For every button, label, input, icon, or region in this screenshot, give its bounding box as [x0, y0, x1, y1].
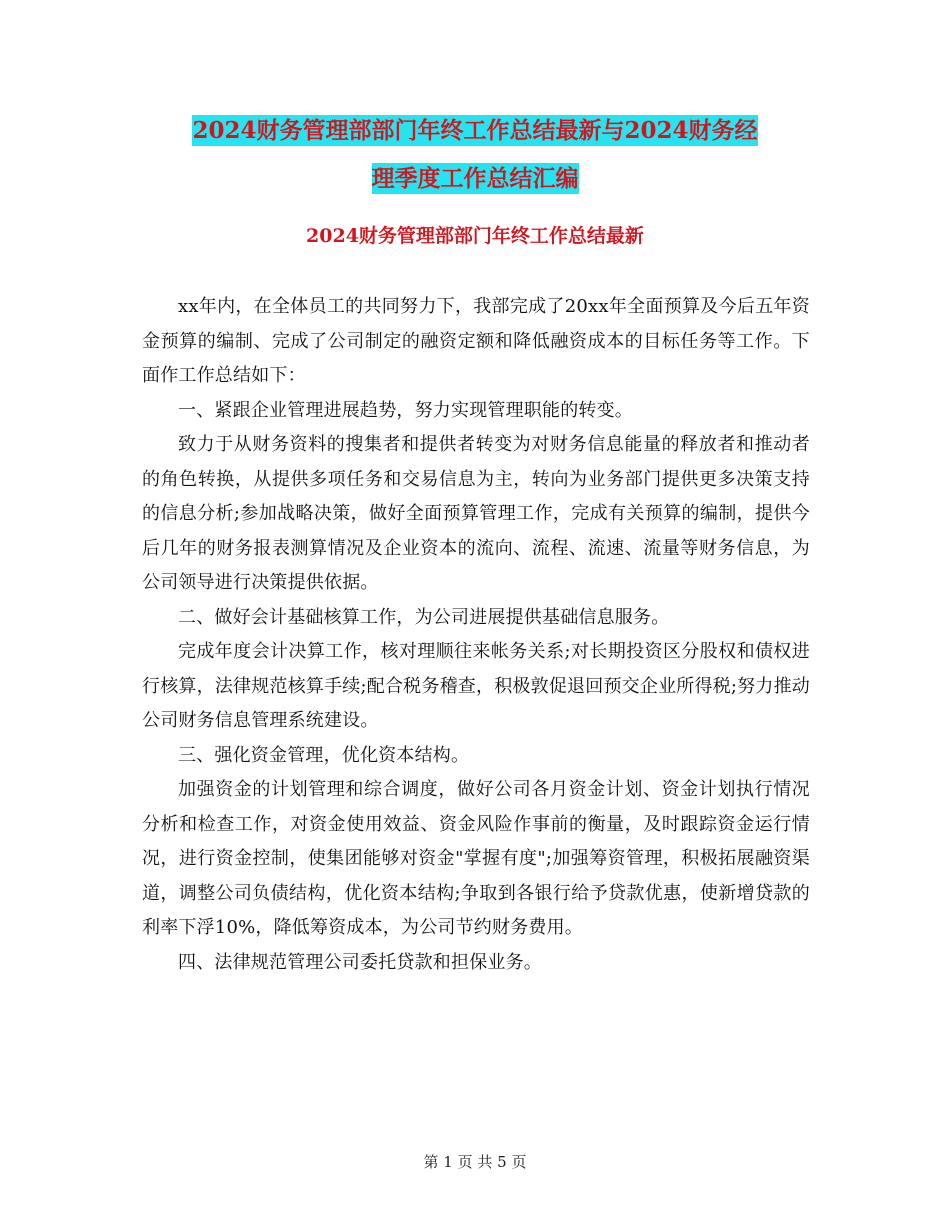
page-footer: 第 1 页 共 5 页 [423, 1153, 527, 1171]
paragraph-heading-4: 四、法律规范管理公司委托贷款和担保业务。 [178, 951, 542, 973]
document-title [140, 108, 810, 204]
paragraph-intro: xx年内，在全体员工的共同努力下，我部完成了20xx年全面预算及今后五年资金预算的编制、完成了公司制定的融资定额和降低融资成本的目标任务等工作。下面作工作总结如下： [142, 296, 810, 386]
paragraph-body-3: 加强资金的计划管理和综合调度，做好公司各月资金计划、资金计划执行情况分析和检查工作，对资金使用效益、资金风险作事前的衡量，及时跟踪资金运行情况，进行资金控制，使集团能够对资金"掌握有度";加强筹资管理，积极拓展融资渠道，调整公司负债结构，优化资本结构;争取到各银行给予贷款优惠，使新增贷款的利率下浮10%，降低筹资成本，为公司节约财务费用。 [142, 779, 810, 938]
paragraph-heading-2: 二、做好会计基础核算工作，为公司进展提供基础信息服务。 [178, 606, 670, 628]
paragraph-body-1: 致力于从财务资料的搜集者和提供者转变为对财务信息能量的释放者和推动者的角色转换，从提供多项任务和交易信息为主，转向为业务部门提供更多决策支持的信息分析;参加战略决策，做好全面预算管理工作，完成有关预算的编制，提供今后几年的财务报表测算情况及企业资本的流向、流程、流速、流量等财务信息，为公司领导进行决策提供依据。 [142, 434, 810, 593]
paragraph-heading-3: 三、强化资金管理，优化资本结构。 [178, 744, 470, 766]
title-line-1: 2024财务管理部部门年终工作总结最新与2024财务经 [192, 117, 758, 144]
paragraph-body-2: 完成年度会计决算工作，核对理顺往来帐务关系;对长期投资区分股权和债权进行核算，法律规范核算手续;配合税务稽查，积极敦促退回预交企业所得税;努力推动公司财务信息管理系统建设。 [142, 641, 810, 731]
body-text [142, 290, 810, 980]
section-heading: 2024财务管理部部门年终工作总结最新 [306, 225, 644, 247]
title-line-2: 理季度工作总结汇编 [371, 165, 579, 192]
paragraph-heading-1: 一、紧跟企业管理进展趋势，努力实现管理职能的转变。 [178, 399, 633, 421]
